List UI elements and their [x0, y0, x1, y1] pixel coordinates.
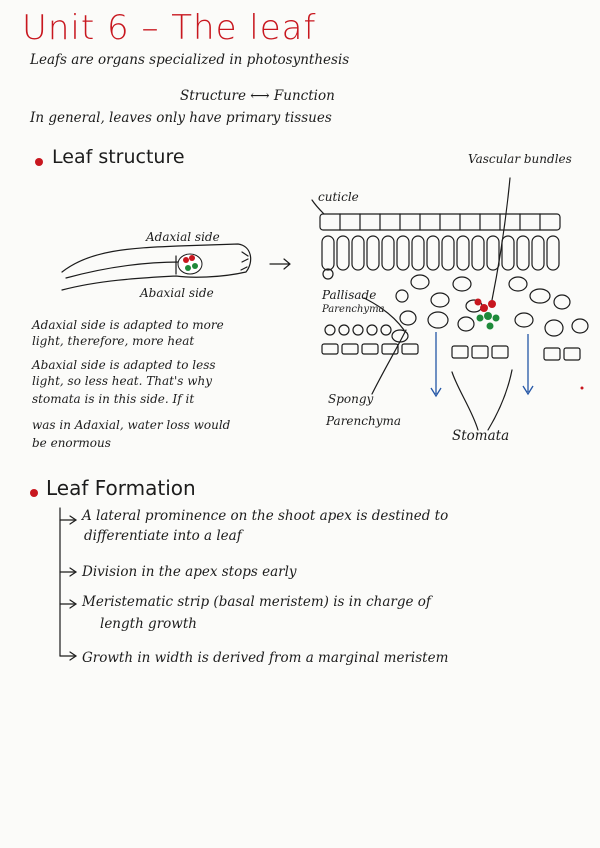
- formation-tree: [60, 508, 76, 660]
- formation-item-text: Growth in width is derived from a marginal meristem: [82, 650, 449, 666]
- note-line: light, so less heat. That's why: [32, 374, 212, 388]
- spongy-cells: [323, 269, 588, 342]
- intro-line-2: In general, leaves only have primary tissues: [30, 110, 332, 126]
- vascular-bundle: [475, 299, 500, 330]
- label-spongy-parenchyma: Parenchyma: [326, 414, 402, 428]
- note-line: Abaxial side is adapted to less: [32, 358, 216, 372]
- intro-line-1: Leafs are organs specialized in photosynthesis: [30, 52, 350, 68]
- leaf-midrib: [178, 254, 202, 274]
- note-line: light, therefore, more heat: [32, 334, 195, 348]
- section-heading-leaf-formation: Leaf Formation: [46, 476, 196, 500]
- leaf-sketch: [62, 244, 251, 290]
- label-spongy: Spongy: [328, 392, 374, 406]
- label-pallisade-parenchyma: Parenchyma: [322, 304, 385, 315]
- page-title: Unit 6 – The leaf: [22, 8, 317, 48]
- note-line: was in Adaxial, water loss would: [32, 418, 231, 432]
- formation-item-text: Meristematic strip (basal meristem) is in charge of: [82, 594, 431, 610]
- note-line: stomata is in this side. If it: [32, 392, 195, 406]
- structure-function: Structure ⟷ Function: [180, 88, 335, 104]
- section-heading-leaf-structure: Leaf structure: [52, 146, 185, 168]
- note-line: be enormous: [32, 436, 111, 450]
- formation-item-text: A lateral prominence on the shoot apex is destined to: [82, 508, 449, 524]
- label-vascular-bundles: Vascular bundles: [468, 152, 572, 166]
- lower-epidermis: [322, 344, 580, 360]
- upper-epidermis: [320, 214, 560, 230]
- label-cuticle: cuticle: [318, 190, 359, 204]
- label-stomata: Stomata: [452, 428, 510, 444]
- formation-item-text: differentiate into a leaf: [84, 528, 242, 544]
- arrow-to-cross-section: [270, 259, 290, 269]
- label-pallisade: Pallisade: [322, 288, 377, 302]
- palisade-cells: [322, 236, 559, 270]
- note-line: Adaxial side is adapted to more: [32, 318, 224, 332]
- formation-item-text: length growth: [100, 616, 197, 632]
- label-adaxial: Adaxial side: [146, 230, 220, 244]
- label-abaxial: Abaxial side: [140, 286, 214, 300]
- formation-item-text: Division in the apex stops early: [82, 564, 297, 580]
- stomata-arrows: [431, 332, 533, 396]
